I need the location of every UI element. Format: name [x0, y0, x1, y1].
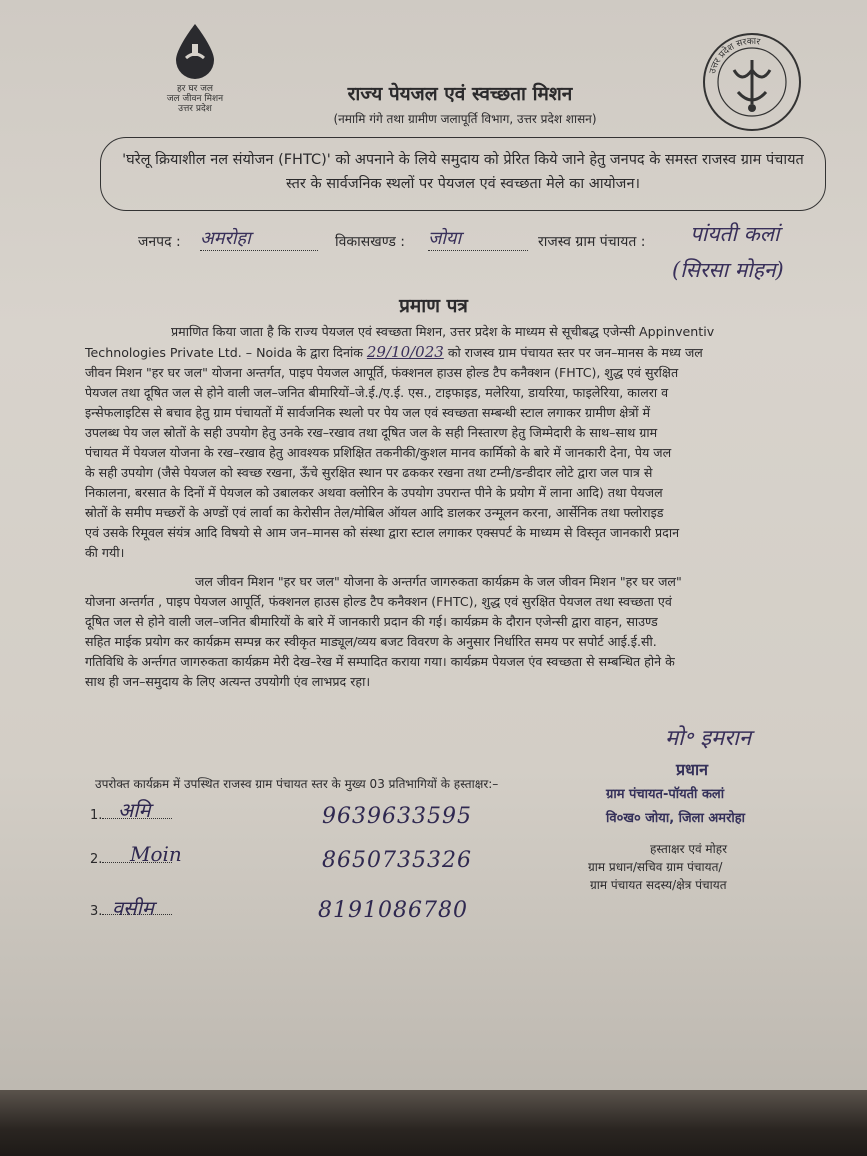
- block-label: विकासखण्ड :: [335, 234, 406, 250]
- panchayat-label: राजस्व ग्राम पंचायत :: [538, 234, 646, 250]
- participant-1-phone: 9639633595: [322, 804, 472, 829]
- panchayat-extra: (सिरसा मोहन): [672, 258, 784, 282]
- participant-3-phone: 8191086780: [318, 898, 468, 923]
- para2-line: सहित माईक प्रयोग कर कार्यक्रम सम्पन्न कर स्वीकृत माड्यूल/व्यय बजट विवरण के अनुसार निर्धारित समय पर सपोर्ट आई.ई.सी.: [85, 634, 657, 649]
- para1-line: प्रमाणित किया जाता है कि राज्य पेयजल एवं स्वच्छता मिशन, उत्तर प्रदेश के माध्यम से सूचीबद्ध एजेन्सी Appinventiv: [171, 324, 715, 339]
- para1-line: उपलब्ध पेय जल स्रोतों के सही उपयोग हेतु उनके रख–रखाव तथा दूषित जल के सही निस्तारण हेतु जिम्मेदारी के साथ–साथ ग्राम: [85, 425, 658, 440]
- logo-line-3: उत्तर प्रदेश: [178, 104, 212, 114]
- participant-2-phone: 8650735326: [322, 848, 472, 873]
- stamp-panchayat: ग्राम पंचायत-पॉयती कलां: [606, 787, 725, 802]
- para1-line: स्रोतों के समीप मच्छरों के अण्डों एवं लार्वा का केरोसीन तेल/मोबिल ऑयल आदि डालकर उन्मूलन करना, आर्सेनिक तथा फ्लोराइड: [85, 505, 664, 520]
- event-date: 29/10/023: [366, 343, 444, 361]
- banner-text: 'घरेलू क्रियाशील नल संयोजन (FHTC)' को अपनाने के लिये समुदाय को प्रेरित किये जाने हेतु जनपद के समस्त राजस्व ग्राम पंचायत स्तर के सार्वजनिक स्थलों पर पेयजल एवं स्वच्छता मेले का आयोजन।: [122, 152, 804, 192]
- block-value: जोया: [428, 226, 528, 251]
- logo-line-2: जल जीवन मिशन: [166, 94, 224, 104]
- stamp-role-line-2: ग्राम पंचायत सदस्य/क्षेत्र पंचायत: [590, 878, 727, 892]
- participant-3-signature: वसीम: [112, 896, 154, 920]
- water-drop-icon: [172, 22, 218, 80]
- participant-row: 3.: [90, 904, 172, 919]
- seal-text: उत्तर प्रदेश सरकार: [708, 36, 761, 75]
- para1-line: निकालना, बरसात के दिनों में पेयजल को उबालकर अथवा क्लोरिन के उपयोग उपरान्त पीने के प्रयोग में लाना आदि) तथा पेयजल: [85, 485, 663, 500]
- stamp-block-district: वि०ख० जोया, जिला अमरोहा: [606, 811, 746, 826]
- certificate-heading: प्रमाण पत्र: [399, 295, 468, 317]
- pradhan-signature: मो॰ इमरान: [665, 726, 752, 751]
- certificate-paragraph-1: [85, 322, 853, 563]
- para1-line: Technologies Private Ltd. – Noida के द्वारा दिनांक 29/10/023 को राजस्व ग्राम पंचायत स्तर पर जन–मानस के मध्य जल: [85, 343, 703, 361]
- para1-line: पंचायत में पेयजल योजना के रख–रखाव हेतु आवश्यक प्रशिक्षित तकनीकी/कुशल मानव कार्मिको के बारे में जानकारी देना, पेय जल: [85, 445, 672, 460]
- participant-1-signature: अमि: [118, 798, 151, 822]
- participant-row: 2.: [90, 852, 172, 867]
- para1-line: की गयी।: [85, 545, 125, 560]
- stamp-sign-label: हस्ताक्षर एवं मोहर: [650, 842, 728, 856]
- certificate-paragraph-2: [85, 572, 853, 692]
- para2-line: योजना अन्तर्गत , पाइप पेयजल आपूर्ति, फंक्शनल हाउस होल्ड टैप कनैक्शन (FHTC), शुद्ध एवं सुरक्षित पेयजल तथा स्वच्छता एवं: [85, 594, 672, 609]
- mission-title: राज्य पेयजल एवं स्वच्छता मिशन: [347, 83, 573, 105]
- district-value: अमरोहा: [200, 226, 318, 251]
- event-banner: [100, 137, 826, 211]
- background-surface: [0, 1090, 867, 1156]
- para1-line: एवं उसके रिमूवल संयंत्र आदि विषयो से आम जन–मानस को संस्था द्वारा स्टाल लगाकर एक्सपर्ट के माध्यम से विस्तृत जानकारी प्रदान: [85, 525, 680, 540]
- para2-line: जल जीवन मिशन "हर घर जल" योजना के अन्तर्गत जागरुकता कार्यक्रम के जल जीवन मिशन "हर घर जल": [195, 574, 682, 589]
- mission-subtitle: (नमामि गंगे तथा ग्रामीण जलापूर्ति विभाग, उत्तर प्रदेश शासन): [333, 112, 597, 126]
- para2-line: गतिविधि के अर्न्तगत जागरुकता कार्यक्रम मेरी देख–रेख में सम्पादित कराया गया। कार्यक्रम पेयजल एंव स्वच्छता से सम्बन्धित होने के: [85, 654, 675, 669]
- para1-line: के सही उपयोग (जैसे पेयजल को स्वच्छ रखना, ऊँचे सुरक्षित स्थान पर ढककर रखना तथा टम्नी/डन्डीदार लोटे द्वारा जल पात्र से: [85, 465, 653, 480]
- logo-line-1: हर घर जल: [177, 84, 213, 94]
- panchayat-value: पांयती कलां: [690, 222, 780, 246]
- participants-intro: उपरोक्त कार्यक्रम में उपस्थित राजस्व ग्राम पंचायत स्तर के मुख्य 03 प्रतिभागियों के हस्ताक्षर:–: [95, 777, 499, 791]
- para1-line: पेयजल तथा दूषित जल से होने वाली जल–जनित बीमारियों–जे.ई./ए.ई. एस., टाइफाइड, मलेरिया, डायरिया, फाइलेरिया, कालरा व: [85, 385, 669, 400]
- stamp-pradhan: प्रधान: [676, 760, 708, 779]
- district-label: जनपद :: [138, 234, 181, 250]
- para1-line: जीवन मिशन "हर घर जल" योजना अन्तर्गत, पाइप पेयजल आपूर्ति, फंक्शनल हाउस होल्ड टैप कनैक्शन (FHTC), शुद्ध एवं सुरक्षित: [85, 365, 679, 380]
- stamp-role-line-1: ग्राम प्रधान/सचिव ग्राम पंचायत/: [588, 860, 723, 874]
- para2-line: दूषित जल से होने वाली जल–जनित बीमारियों के बारे में जानकारी प्रदान की गई। कार्यक्रम के दौरान एजेन्सी द्वारा वाहन, साउण्ड: [85, 614, 658, 629]
- participant-2-signature: Moin: [130, 842, 182, 866]
- para1-line: इन्सेफलाइटिस से बचाव हेतु ग्राम पंचायतों में सार्वजनिक स्थलो पर पेय जल एवं स्वच्छता सम्बन्धी स्टाल लगाकर ग्रामीण क्षेत्रों में: [85, 405, 651, 420]
- participant-row: 1.: [90, 808, 172, 823]
- para2-line: साथ ही जन–समुदाय के लिए अत्यन्त उपयोगी एंव लाभप्रद रहा।: [85, 674, 371, 689]
